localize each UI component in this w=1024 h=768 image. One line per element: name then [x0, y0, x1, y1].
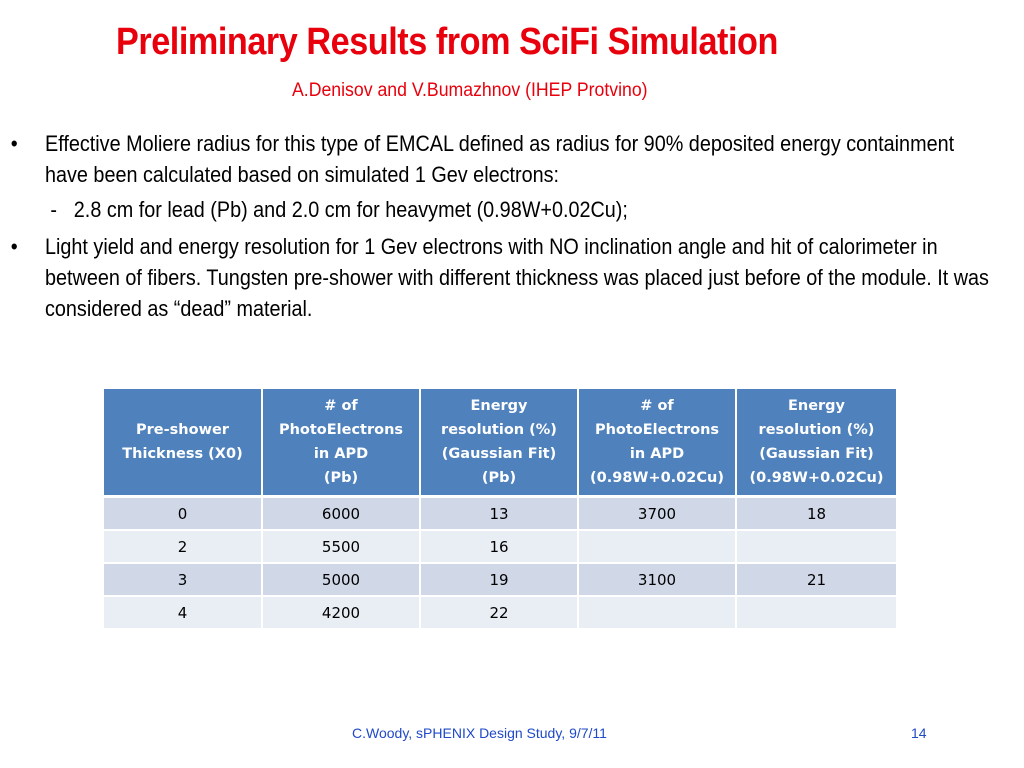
- sub-marker: -: [50, 197, 57, 222]
- table-row: [104, 596, 896, 628]
- header-line: # of: [640, 398, 674, 414]
- header-line: (0.98W+0.02Cu): [590, 470, 724, 486]
- table-cell: 16: [420, 530, 578, 563]
- bullet-marker: •: [10, 131, 18, 156]
- header-photoelectrons-wcu: [578, 389, 736, 497]
- page-number: 14: [911, 725, 927, 741]
- header-line: Thickness (X0): [122, 446, 243, 462]
- header-line: Energy: [470, 398, 528, 414]
- bullet-text: Light yield and energy resolution for 1 Gev electrons with NO inclination angle and hit of calorimeter in between of fibers. Tungsten pre-shower with different thickness was placed just before of the module. It was considered as “dead” material.: [45, 234, 989, 321]
- table-cell: [578, 530, 736, 563]
- sub-item-text: 2.8 cm for lead (Pb) and 2.0 cm for heavymet (0.98W+0.02Cu);: [73, 197, 628, 222]
- table-cell: [736, 596, 896, 628]
- bullet-text: Effective Moliere radius for this type of EMCAL defined as radius for 90% deposited energy containment have been calculated based on simulated 1 Gev electrons:: [45, 131, 955, 187]
- table-cell: 3: [104, 563, 262, 596]
- sub-item-radius: [0, 194, 922, 225]
- header-line: # of: [324, 398, 358, 414]
- table-cell: 19: [420, 563, 578, 596]
- header-line: (Gaussian Fit): [441, 446, 557, 462]
- table-cell: 18: [736, 497, 896, 531]
- table-cell: 3100: [578, 563, 736, 596]
- table-cell: 5500: [262, 530, 420, 563]
- table-cell: [736, 530, 896, 563]
- slide-title: Preliminary Results from SciFi Simulation: [116, 21, 778, 63]
- table-cell: 0: [104, 497, 262, 531]
- header-preshower-thickness: [104, 389, 262, 497]
- header-line: (Gaussian Fit): [759, 446, 874, 462]
- table-row: [104, 530, 896, 563]
- header-line: PhotoElectrons: [278, 422, 404, 438]
- footer-credit: C.Woody, sPHENIX Design Study, 9/7/11: [352, 725, 607, 741]
- table-cell: 5000: [262, 563, 420, 596]
- bullet-marker: •: [10, 234, 18, 259]
- header-line: in APD: [629, 446, 685, 462]
- header-line: (Pb): [481, 470, 517, 486]
- table-row: [104, 563, 896, 596]
- bullet-item-light-yield: [0, 231, 1006, 324]
- table-cell: 4200: [262, 596, 420, 628]
- table-cell: 13: [420, 497, 578, 531]
- table-cell: [578, 596, 736, 628]
- table-row: [104, 497, 896, 531]
- header-line: (0.98W+0.02Cu): [749, 470, 884, 486]
- table-cell: 2: [104, 530, 262, 563]
- table-cell: 3700: [578, 497, 736, 531]
- header-photoelectrons-pb: [262, 389, 420, 497]
- table-cell: 21: [736, 563, 896, 596]
- bullet-item-moliere: [0, 128, 1006, 190]
- header-line: Energy: [787, 398, 846, 414]
- header-line: Pre-shower: [136, 422, 229, 438]
- results-table: [104, 389, 896, 628]
- table-cell: 4: [104, 596, 262, 628]
- header-line: resolution (%): [758, 422, 875, 438]
- table-cell: 22: [420, 596, 578, 628]
- table-cell: 6000: [262, 497, 420, 531]
- bullet-list: [0, 128, 1024, 324]
- header-line: resolution (%): [441, 422, 557, 438]
- slide-subtitle: A.Denisov and V.Bumazhnov (IHEP Protvino): [292, 80, 648, 101]
- table-header-row: [104, 389, 896, 497]
- header-line: in APD: [313, 446, 369, 462]
- header-energy-resolution-pb: [420, 389, 578, 497]
- header-line: PhotoElectrons: [594, 422, 720, 438]
- header-line: (Pb): [323, 470, 359, 486]
- header-energy-resolution-wcu: [736, 389, 896, 497]
